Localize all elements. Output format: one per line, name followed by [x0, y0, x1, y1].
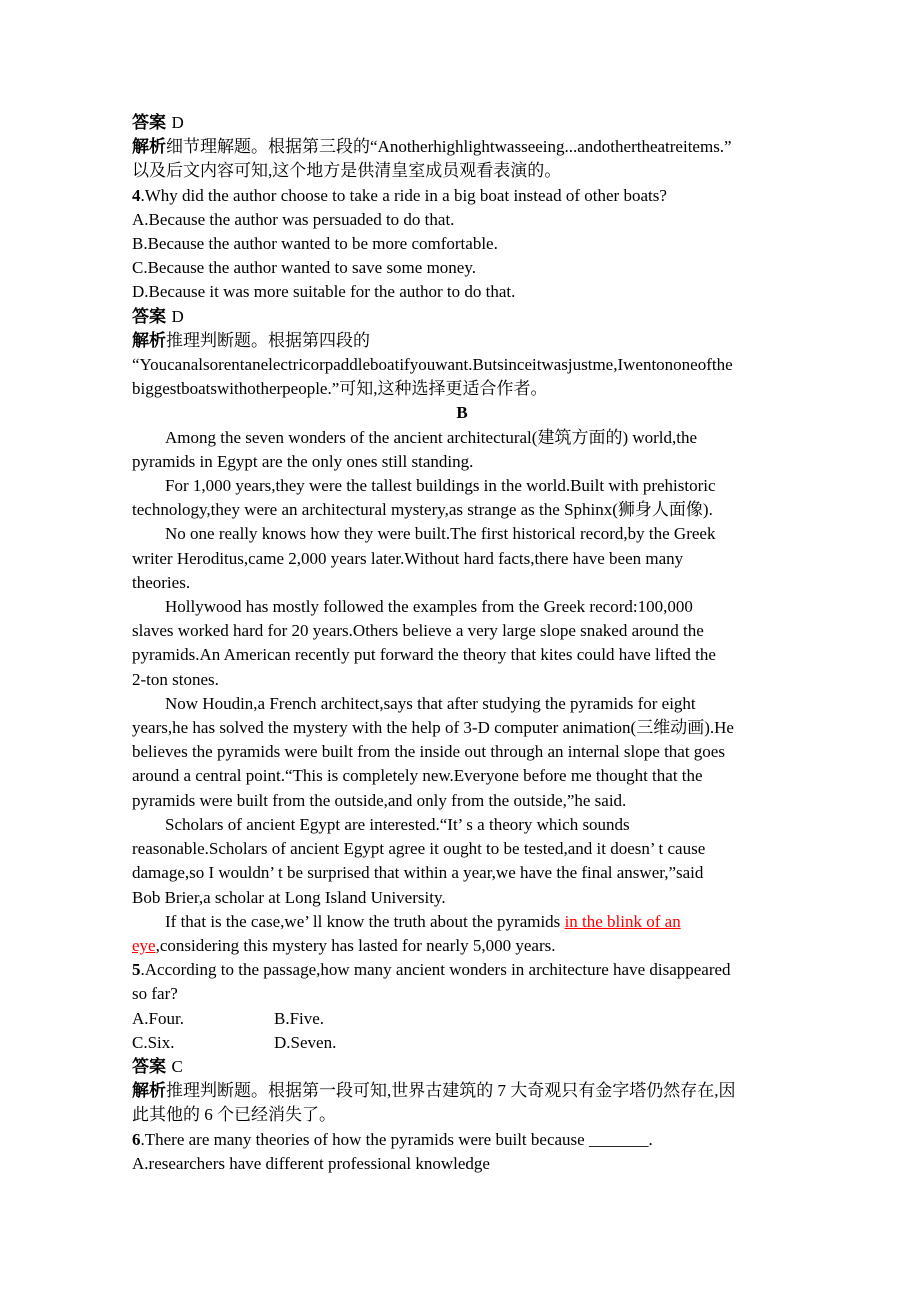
- q5-option-c: C.Six.: [132, 1032, 175, 1052]
- section-label-b: B: [456, 403, 468, 423]
- analysis-label: 解析: [132, 1081, 166, 1101]
- q5-option-b: B.Five.: [274, 1008, 325, 1028]
- q5-option-a: A.Four.: [132, 1008, 184, 1028]
- passage-p6-line3: damage,so I wouldn’ t be surprised that within a year,we have the final answer,”said: [132, 863, 704, 883]
- analysis-label: 解析: [132, 330, 166, 350]
- answer-q4: [132, 305, 792, 329]
- answer-label: 答案: [132, 1056, 166, 1076]
- analysis-text: 细节理解题。根据第三段的“Anotherhighlightwasseeing...andothertheatreitems.”: [166, 137, 732, 157]
- q5-options-row1: [132, 1007, 792, 1031]
- passage-p2-line1: For 1,000 years,they were the tallest buildings in the world.Built with prehistoric: [165, 476, 716, 496]
- analysis-text: 推理判断题。根据第四段的: [166, 330, 370, 350]
- analysis-q4-line2: “Youcanalsorentanelectricorpaddleboatifyouwant.Butsinceitwasjustme,Iwentononeofthe: [132, 355, 733, 375]
- passage-p2-line2: technology,they were an architectural mystery,as strange as the Sphinx(狮身人面像).: [132, 500, 713, 520]
- passage-p5-line2: years,he has solved the mystery with the help of 3-D computer animation(三维动画).He: [132, 718, 734, 738]
- question-text: .According to the passage,how many ancient wonders in architecture have disappeared: [140, 960, 731, 980]
- analysis-label: 解析: [132, 137, 166, 157]
- passage-p6-line4: Bob Brier,a scholar at Long Island University.: [132, 887, 446, 907]
- question-5-line2: so far?: [132, 984, 178, 1004]
- answer-q5: [132, 1055, 792, 1079]
- question-text: .Why did the author choose to take a ride in a big boat instead of other boats?: [140, 185, 667, 205]
- analysis-q3-line2: 以及后文内容可知,这个地方是供清皇室成员观看表演的。: [132, 161, 562, 181]
- passage-p1-line1: Among the seven wonders of the ancient architectural(建筑方面的) world,the: [165, 427, 698, 447]
- question-number: 6: [132, 1129, 141, 1149]
- passage-p4-line2: slaves worked hard for 20 years.Others believe a very large slope snaked around the: [132, 621, 704, 641]
- passage-p5-line1: Now Houdin,a French architect,says that after studying the pyramids for eight: [165, 693, 696, 713]
- passage-p3-line1: No one really knows how they were built.The first historical record,by the Greek: [165, 524, 716, 544]
- answer-q3: [132, 111, 792, 135]
- passage-p7-line2: [132, 934, 792, 958]
- passage-p1-line2: pyramids in Egypt are the only ones still standing.: [132, 451, 474, 471]
- q6-option-a: A.researchers have different professional knowledge: [132, 1153, 490, 1173]
- phrase-link-in-the-blink[interactable]: in the blink of an: [564, 911, 681, 931]
- answer-label: 答案: [132, 306, 166, 326]
- question-text: .There are many theories of how the pyramids were built because _______.: [140, 1129, 653, 1149]
- analysis-q4-line3: biggestboatswithotherpeople.”可知,这种选择更适合作者。: [132, 379, 548, 399]
- answer-value: D: [171, 306, 184, 326]
- phrase-link-eye[interactable]: eye: [132, 935, 156, 955]
- q4-option-b: B.Because the author wanted to be more comfortable.: [132, 234, 498, 254]
- question-4: [132, 184, 792, 208]
- analysis-text: 推理判断题。根据第一段可知,世界古建筑的 7 大奇观只有金字塔仍然存在,因: [166, 1081, 736, 1101]
- analysis-q4-line1: [132, 329, 792, 353]
- answer-value: D: [171, 113, 184, 132]
- passage-p4-line3: pyramids.An American recently put forward the theory that kites could have lifted the: [132, 645, 716, 665]
- analysis-q3-line1: [132, 135, 792, 159]
- passage-p6-line2: reasonable.Scholars of ancient Egypt agree it ought to be tested,and it doesn’ t cause: [132, 839, 706, 859]
- answer-value: C: [171, 1056, 183, 1076]
- passage-p5-line3: believes the pyramids were built from the inside out through an internal slope that goes: [132, 742, 725, 762]
- analysis-q5-line1: [132, 1079, 792, 1103]
- q5-option-d: D.Seven.: [274, 1032, 337, 1052]
- q5-options-row2: [132, 1031, 792, 1055]
- passage-text: ,considering this mystery has lasted for nearly 5,000 years.: [155, 935, 556, 955]
- passage-p5-line4: around a central point.“This is completely new.Everyone before me thought that the: [132, 766, 703, 786]
- q4-option-d: D.Because it was more suitable for the author to do that.: [132, 282, 516, 302]
- document-content: [132, 111, 792, 1176]
- question-number: 5: [132, 960, 141, 980]
- passage-p7-line1: [132, 910, 792, 934]
- answer-label: 答案: [132, 113, 166, 132]
- question-6: [132, 1128, 792, 1152]
- question-number: 4: [132, 185, 141, 205]
- passage-p4-line4: 2-ton stones.: [132, 669, 219, 689]
- passage-p3-line2: writer Heroditus,came 2,000 years later.Without hard facts,there have been many: [132, 548, 684, 568]
- analysis-q5-line2: 此其他的 6 个已经消失了。: [132, 1105, 336, 1125]
- q4-option-c: C.Because the author wanted to save some money.: [132, 258, 476, 278]
- passage-p4-line1: Hollywood has mostly followed the examples from the Greek record:100,000: [165, 597, 693, 617]
- passage-p5-line5: pyramids were built from the outside,and only from the outside,”he said.: [132, 790, 627, 810]
- passage-text: If that is the case,we’ ll know the truth about the pyramids: [165, 911, 565, 931]
- q4-option-a: A.Because the author was persuaded to do that.: [132, 209, 455, 229]
- passage-p6-line1: Scholars of ancient Egypt are interested.“It’ s a theory which sounds: [165, 814, 630, 834]
- passage-p3-line3: theories.: [132, 572, 191, 592]
- question-5: [132, 958, 792, 982]
